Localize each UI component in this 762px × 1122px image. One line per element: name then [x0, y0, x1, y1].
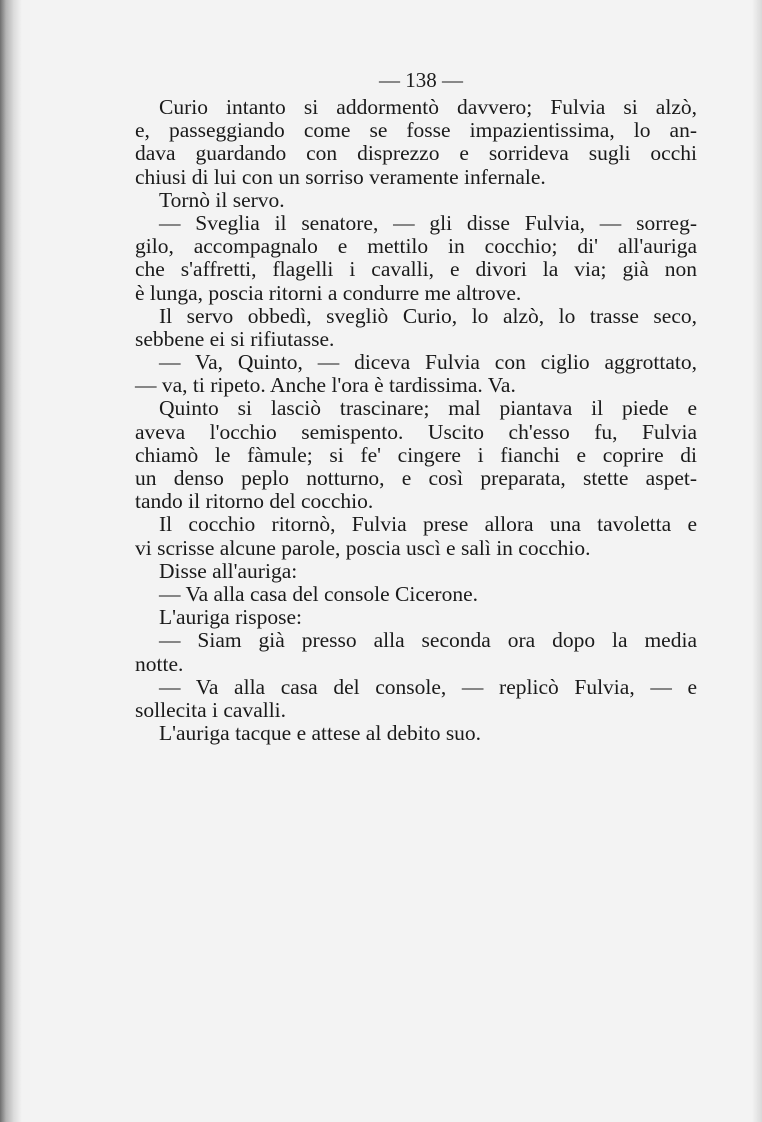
text-line: Curio intanto si addormentò davvero; Fulvia si alzò,: [159, 95, 697, 119]
text-line: Il servo obbedì, svegliò Curio, lo alzò, lo trasse seco,: [159, 303, 697, 328]
text-line: L'auriga rispose:: [159, 605, 302, 630]
text-line: Quinto si lasciò trascinare; mal piantava il piede e: [159, 396, 697, 421]
text-line: vi scrisse alcune parole, poscia uscì e salì in cocchio.: [135, 535, 591, 560]
text-line: un denso peplo notturno, e così preparata, stette aspet-: [135, 466, 697, 490]
text-line: — va, ti ripeto. Anche l'ora è tardissima. Va.: [135, 373, 516, 398]
text-line: tando il ritorno del cocchio.: [135, 489, 374, 514]
page-number: — 138 —: [379, 68, 463, 92]
text-line: chiamò le fàmule; si fe' cingere i fianchi e coprire di: [135, 442, 697, 467]
text-line: dava guardando con disprezzo e sorrideva sugli occhi: [135, 141, 697, 166]
text-line: L'auriga tacque e attese al debito suo.: [159, 721, 482, 746]
text-line: notte.: [135, 651, 184, 676]
body-text: [135, 96, 697, 745]
text-line: — Siam già presso alla seconda ora dopo la media: [159, 628, 697, 653]
text-line: aveva l'occhio semispento. Uscito ch'esso fu, Fulvia: [135, 419, 697, 444]
text-line: — Va, Quinto, — diceva Fulvia con ciglio aggrottato,: [159, 350, 697, 375]
text-line: gilo, accompagnalo e mettilo in cocchio; di' all'auriga: [135, 234, 697, 259]
text-line: — Sveglia il senatore, — gli disse Fulvia, — sorreg-: [159, 210, 697, 235]
text-line: sollecita i cavalli.: [135, 697, 287, 722]
text-line: — Va alla casa del console Cicerone.: [159, 581, 478, 606]
text-line: Disse all'auriga:: [159, 558, 298, 583]
text-line: che s'affretti, flagelli i cavalli, e divori la via; già non: [135, 257, 697, 282]
text-line: è lunga, poscia ritorni a condurre me altrove.: [135, 280, 522, 305]
text-line: sebbene ei si rifiutasse.: [135, 326, 335, 351]
text-line: — Va alla casa del console, — replicò Fulvia, — e: [159, 674, 697, 699]
text-line: Il cocchio ritornò, Fulvia prese allora una tavoletta e: [159, 512, 697, 537]
text-line: e, passeggiando come se fosse impazientissima, lo an-: [135, 118, 697, 143]
text-line: Tornò il servo.: [159, 187, 285, 212]
text-line: chiusi di lui con un sorriso veramente infernale.: [135, 164, 546, 189]
